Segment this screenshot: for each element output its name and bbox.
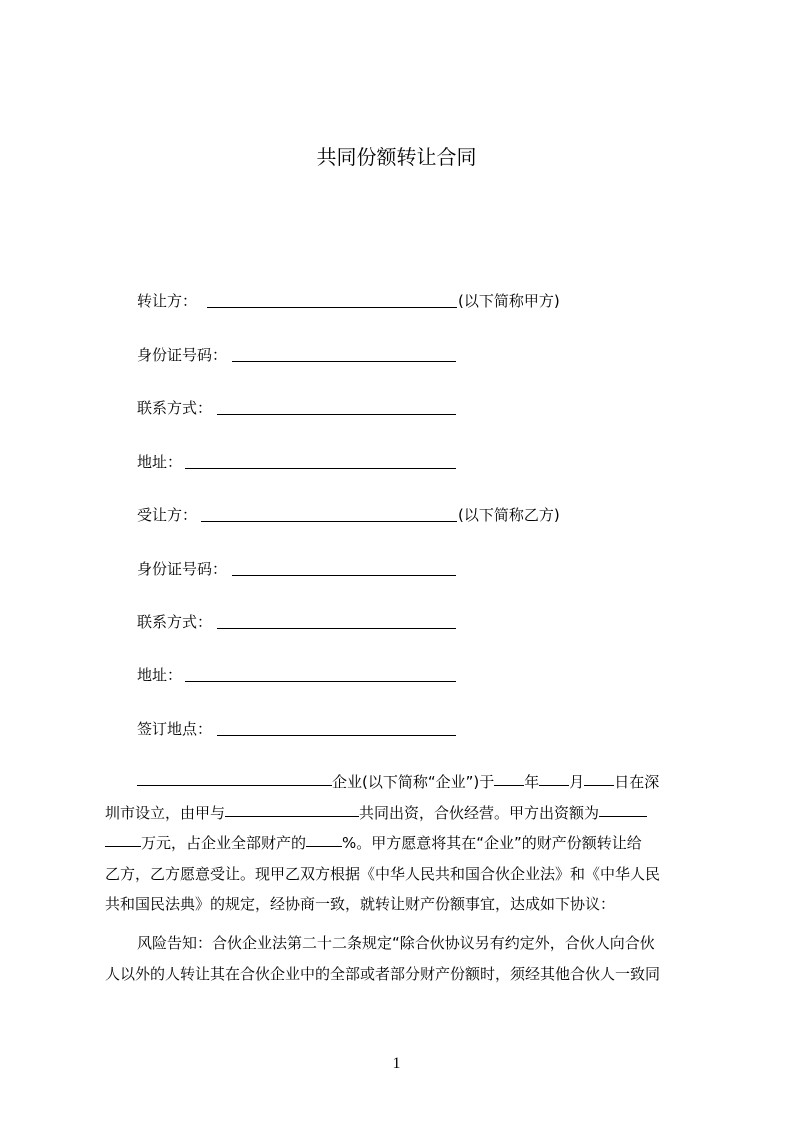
transferee-address-field xyxy=(137,663,182,687)
transferor-name-blank[interactable] xyxy=(207,307,457,308)
transferee-id-field xyxy=(137,557,227,581)
transferor-name-suffix: (以下简称甲方) xyxy=(458,292,560,310)
transferee-contact-blank[interactable] xyxy=(217,628,456,629)
intro-line-4: 乙方，乙方愿意受让。现甲乙双方根据《中华人民共和国合伙企业法》和《中华人民 xyxy=(105,864,661,883)
transferee-name-field xyxy=(137,503,560,527)
signing-place-field xyxy=(137,717,212,741)
risk-line-1: 风险告知：合伙企业法第二十二条规定“除合伙协议另有约定外，合伙人向合伙 xyxy=(137,934,655,952)
intro-line-3 xyxy=(105,828,700,859)
intro-text-3a: 万元，占企业全部财产的 xyxy=(141,834,307,852)
contribution-amount-blank-a[interactable] xyxy=(599,798,647,817)
transferee-address-blank[interactable] xyxy=(185,681,456,682)
transferor-name-field xyxy=(137,289,560,313)
enterprise-name-blank[interactable] xyxy=(137,767,332,786)
share-percent-blank[interactable] xyxy=(306,828,342,847)
intro-paragraph xyxy=(105,767,700,920)
intro-line-5: 共和国民法典》的规定，经协商一致，就转让财产份额事宜，达成如下协议： xyxy=(105,895,616,913)
transferee-name-suffix: (以下简称乙方) xyxy=(458,506,560,524)
transferor-address-blank[interactable] xyxy=(185,468,456,469)
intro-text-3b: %。甲方愿意将其在“企业”的财产份额转让给 xyxy=(342,834,642,852)
co-investor-blank[interactable] xyxy=(225,798,359,817)
intro-text-2b: 共同出资，合伙经营。甲方出资额为 xyxy=(359,803,600,822)
transferor-address-label: 地址： xyxy=(137,453,183,471)
transferor-contact-label: 联系方式： xyxy=(137,399,213,417)
transferor-id-label: 身份证号码： xyxy=(137,346,228,364)
transferor-contact-field xyxy=(137,396,212,420)
transferor-contact-blank[interactable] xyxy=(217,414,456,415)
month-blank[interactable] xyxy=(539,767,569,786)
risk-notice-paragraph xyxy=(105,928,700,989)
transferee-name-label: 受让方： xyxy=(137,506,198,524)
transferor-id-field xyxy=(137,343,227,367)
contribution-amount-blank-b[interactable] xyxy=(105,828,141,847)
signing-place-label: 签订地点： xyxy=(137,720,213,738)
intro-text-1d: 日在深 xyxy=(614,773,660,791)
transferee-address-label: 地址： xyxy=(137,666,183,684)
transferee-id-label: 身份证号码： xyxy=(137,560,228,578)
intro-line-1 xyxy=(105,767,700,798)
transferor-name-label: 转让方： xyxy=(137,292,198,310)
intro-text-2a: 圳市设立，由甲与 xyxy=(105,803,226,822)
intro-text-1a: 企业(以下简称“企业”)于 xyxy=(332,773,495,791)
transferor-address-field xyxy=(137,450,182,474)
transferor-id-blank[interactable] xyxy=(232,361,456,362)
year-blank[interactable] xyxy=(494,767,524,786)
intro-text-1b: 年 xyxy=(524,773,540,791)
page-number: 1 xyxy=(392,1055,401,1072)
transferee-contact-field xyxy=(137,610,212,634)
day-blank[interactable] xyxy=(584,767,614,786)
signing-place-blank[interactable] xyxy=(217,735,456,736)
transferee-name-blank[interactable] xyxy=(201,521,457,522)
intro-line-2 xyxy=(105,798,700,829)
transferee-contact-label: 联系方式： xyxy=(137,613,213,631)
intro-text-1c: 月 xyxy=(569,773,585,791)
transferee-id-blank[interactable] xyxy=(232,575,456,576)
risk-line-2: 人以外的人转让其在合伙企业中的全部或者部分财产份额时，须经其他合伙人一致同 xyxy=(105,964,661,983)
document-title: 共同份额转让合同 xyxy=(316,145,477,169)
